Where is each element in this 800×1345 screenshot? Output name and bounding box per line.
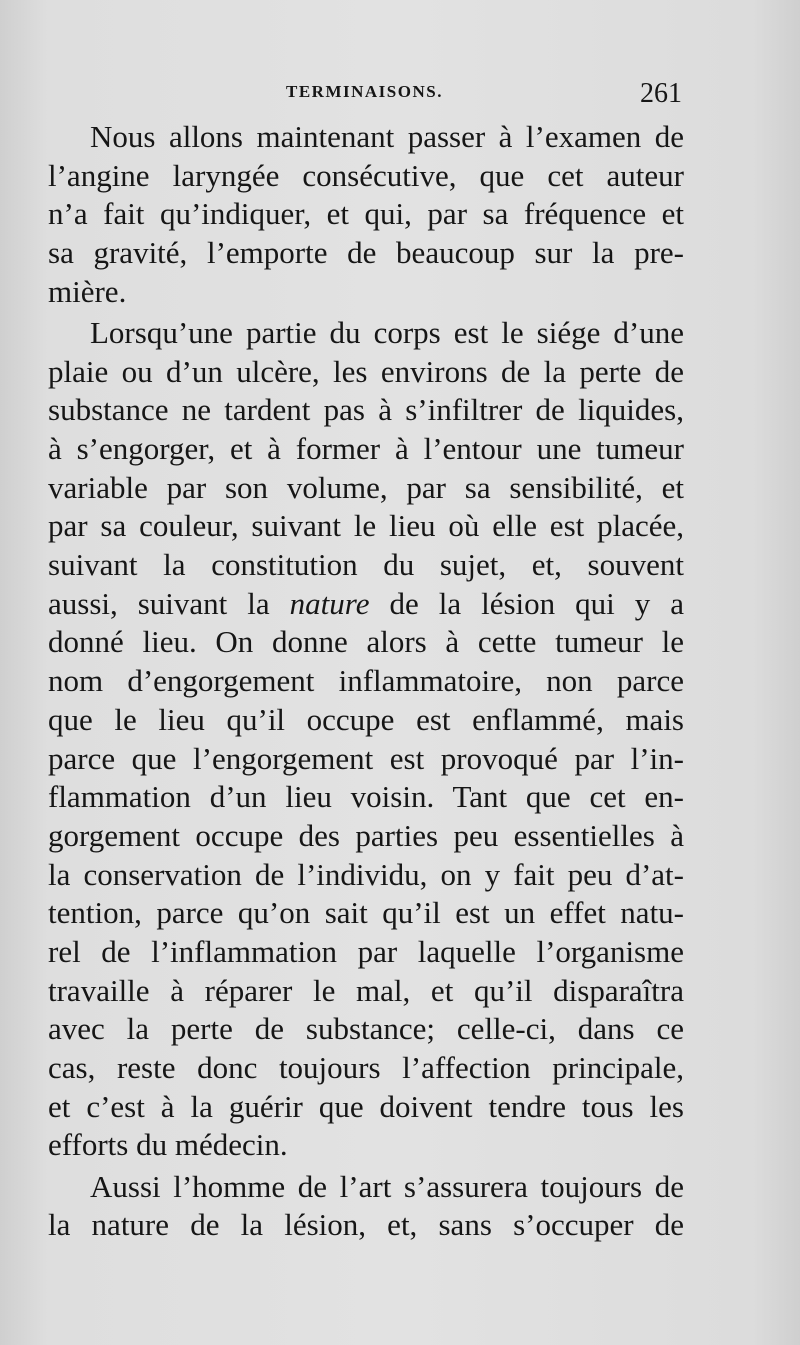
text-segment: aussi, suivant la — [48, 585, 290, 621]
text-line: par sa couleur, suivant le lieu où elle est placée, — [48, 508, 684, 544]
text-line: tention, parce qu’on sait qu’il est un effet natu- — [48, 895, 684, 931]
text-line: l’angine laryngée consécutive, que cet auteur — [48, 157, 684, 193]
text-line: et c’est à la guérir que doivent tendre tous les — [48, 1088, 684, 1124]
paragraph-3 — [48, 1168, 684, 1245]
page-number: 261 — [640, 78, 682, 109]
text-line: suivant la constitution du sujet, et, souvent — [48, 547, 684, 583]
text-line: efforts du médecin. — [48, 1127, 288, 1163]
text-line: avec la perte de substance; celle-ci, dans ce — [48, 1011, 684, 1047]
text-line: parce que l’engorgement est provoqué par l’in- — [48, 740, 684, 776]
text-line: flammation d’un lieu voisin. Tant que cet en- — [48, 779, 684, 815]
text-line: gorgement occupe des parties peu essentielles à — [48, 817, 684, 853]
text-line: substance ne tardent pas à s’infiltrer de liquides, — [48, 392, 684, 428]
text-line: travaille à réparer le mal, et qu’il disparaîtra — [48, 972, 684, 1008]
text-line: plaie ou d’un ulcère, les environs de la perte de — [48, 353, 684, 389]
emphasized-word: nature — [289, 585, 370, 621]
text-line: à s’engorger, et à former à l’entour une tumeur — [48, 431, 684, 466]
text-line: Aussi l’homme de l’art s’assurera toujours de — [90, 1168, 684, 1204]
text-line: Lorsqu’une partie du corps est le siége d’une — [90, 314, 684, 350]
text-line: mière. — [48, 273, 127, 309]
text-line-with-emphasis — [48, 585, 684, 624]
text-line: rel de l’inflammation par laquelle l’organisme — [48, 933, 684, 969]
text-line: variable par son volume, par sa sensibilité, et — [48, 469, 684, 505]
paragraph-1 — [48, 118, 684, 311]
running-title: TERMINAISONS. — [286, 82, 443, 101]
text-line: donné lieu. On donne alors à cette tumeur le — [48, 624, 684, 660]
text-line: n’a fait qu’indiquer, et qui, par sa fréquence et — [48, 196, 684, 232]
text-line: nom d’engorgement inflammatoire, non parce — [48, 663, 684, 699]
running-head — [48, 80, 684, 110]
text-line: la nature de la lésion, et, sans s’occuper de — [48, 1207, 684, 1243]
text-line: que le lieu qu’il occupe est enflammé, mais — [48, 701, 684, 737]
text-segment: de la lésion qui y a — [369, 585, 685, 621]
text-line: la conservation de l’individu, on y fait peu d’at- — [48, 856, 684, 892]
text-line: cas, reste donc toujours l’affection principale, — [48, 1050, 684, 1085]
paragraph-2 — [48, 314, 684, 1165]
text-line: Nous allons maintenant passer à l’examen de — [90, 119, 684, 154]
text-line: sa gravité, l’emporte de beaucoup sur la pre- — [48, 235, 684, 271]
body-text — [48, 118, 684, 1245]
